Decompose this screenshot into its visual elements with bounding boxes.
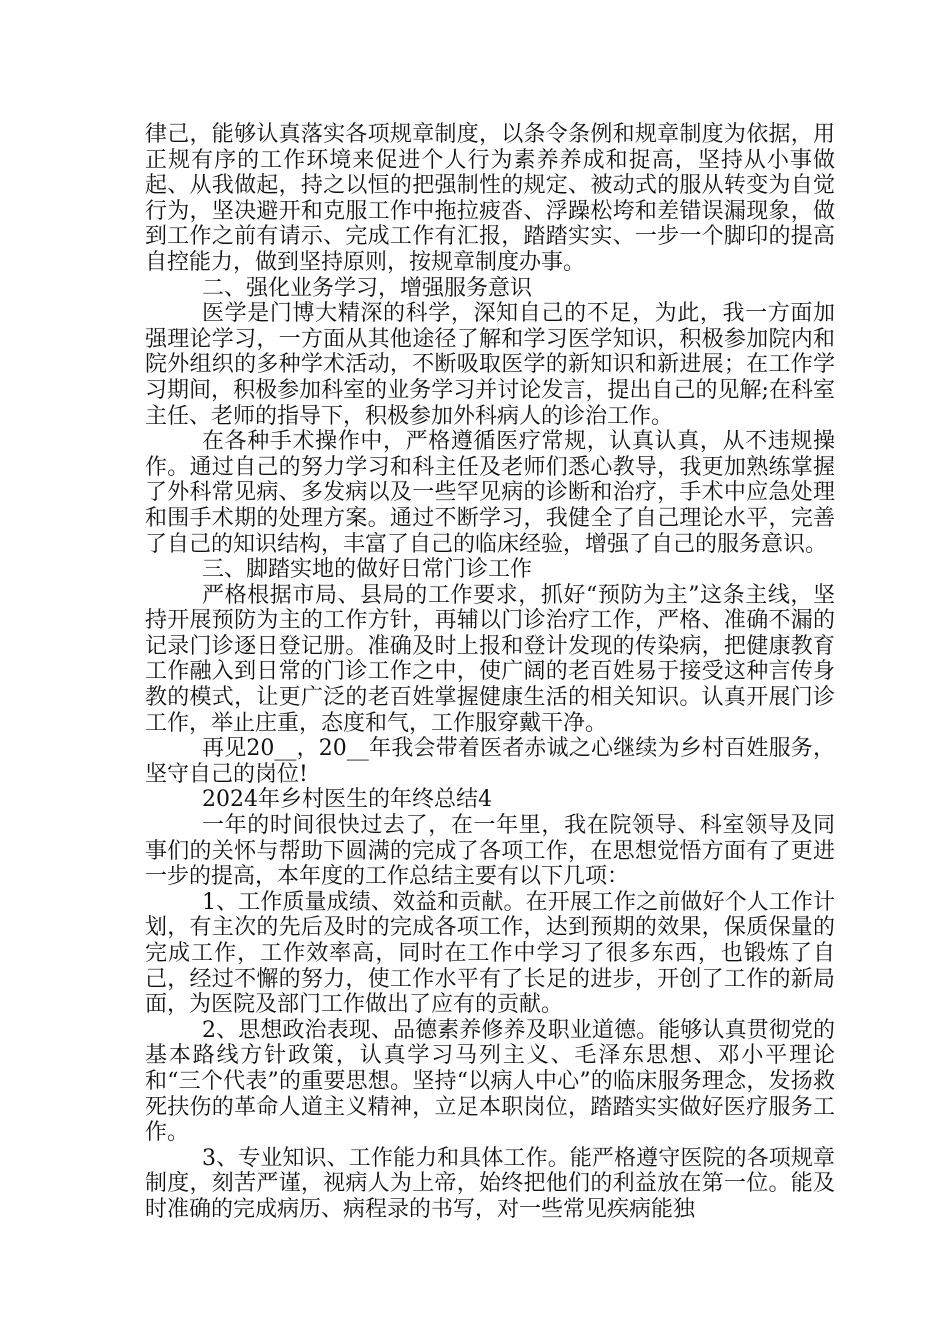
section-heading-2: 二、强化业务学习，增强服务意识 xyxy=(202,275,533,301)
section-heading-3: 三、脚踏实地的做好日常门诊工作 xyxy=(202,557,533,583)
paragraph-farewell: 再见20__，20__年我会带着医者赤诚之心继续为乡村百姓服务，坚守自己的岗位! xyxy=(145,736,835,787)
document-title: 2024年乡村医生的年终总结4 xyxy=(202,787,492,813)
paragraph-item-2: 2、思想政治表现、品德素养修养及职业道德。能够认真贯彻党的基本路线方针政策，认真学习马列主义、毛泽东思想、邓小平理论和“三个代表”的重要思想。坚持“以病人中心”的临床服务理念，发扬救死扶伤的革命人道主义精神，立足本职岗位，踏踏实实做好医疗服务工作。 xyxy=(145,1017,835,1146)
paragraph-intro: 一年的时间很快过去了，在一年里，我在院领导、科室领导及同事们的关怀与帮助下圆满的完成了各项工作，在思想觉悟方面有了更进一步的提高，本年度的工作总结主要有以下几项： xyxy=(145,813,835,890)
paragraph-surgery: 在各种手术操作中，严格遵循医疗常规，认真认真，从不违规操作。通过自己的努力学习和科主任及老师们悉心教导，我更加熟练掌握了外科常见病、多发病以及一些罕见病的诊断和治疗，手术中应急处理和围手术期的处理方案。通过不断学习，我健全了自己理论水平，完善了自己的知识结构，丰富了自己的临床经验，增强了自己的服务意识。 xyxy=(145,429,835,557)
paragraph-item-3: 3、专业知识、工作能力和具体工作。能严格遵守医院的各项规章制度，刻苦严谨，视病人为上帝，始终把他们的利益放在第一位。能及时准确的完成病历、病程录的书写，对一些常见疾病能独 xyxy=(145,1145,835,1222)
document-page xyxy=(145,122,835,1223)
paragraph-study: 医学是门博大精深的科学，深知自己的不足，为此，我一方面加强理论学习，一方面从其他途径了解和学习医学知识，积极参加院内和院外组织的多种学术活动，不断吸取医学的新知识和新进展；在工作学习期间，积极参加科室的业务学习并讨论发言，提出自己的见解;在科室主任、老师的指导下，积极参加外科病人的诊治工作。 xyxy=(145,301,835,429)
paragraph-discipline: 律己，能够认真落实各项规章制度，以条令条例和规章制度为依据，用正规有序的工作环境来促进个人行为素养养成和捉高，坚持从小事做起、从我做起，持之以恒的把强制性的规定、被动式的服从转变为自觉行为，坚决避开和克服工作中拖拉疲沓、浮躁松垮和差错误漏现象，做到工作之前有请示、完成工作有汇报，踏踏实实、一步一个脚印的提高自控能力，做到坚持原则，按规章制度办事。 xyxy=(145,122,835,275)
paragraph-clinic: 严格根据市局、县局的工作要求，抓好“预防为主”这条主线，坚持开展预防为主的工作方针，再辅以门诊治疗工作，严格、准确不漏的记录门诊逐日登记册。准确及时上报和登计发现的传染病，把健康教育工作融入到日常的门诊工作之中，使广阔的老百姓易于接受这种言传身教的模式，让更广泛的老百姓掌握健康生活的相关知识。认真开展门诊工作，举止庄重，态度和气，工作服穿戴干净。 xyxy=(145,582,835,736)
paragraph-item-1: 1、工作质量成绩、效益和贡献。在开展工作之前做好个人工作计划，有主次的先后及时的完成各项工作，达到预期的效果，保质保量的完成工作，工作效率高，同时在工作中学习了很多东西，也锻炼了自己，经过不懈的努力，使工作水平有了长足的进步，开创了工作的新局面，为医院及部门工作做出了应有的贡献。 xyxy=(145,889,835,1018)
